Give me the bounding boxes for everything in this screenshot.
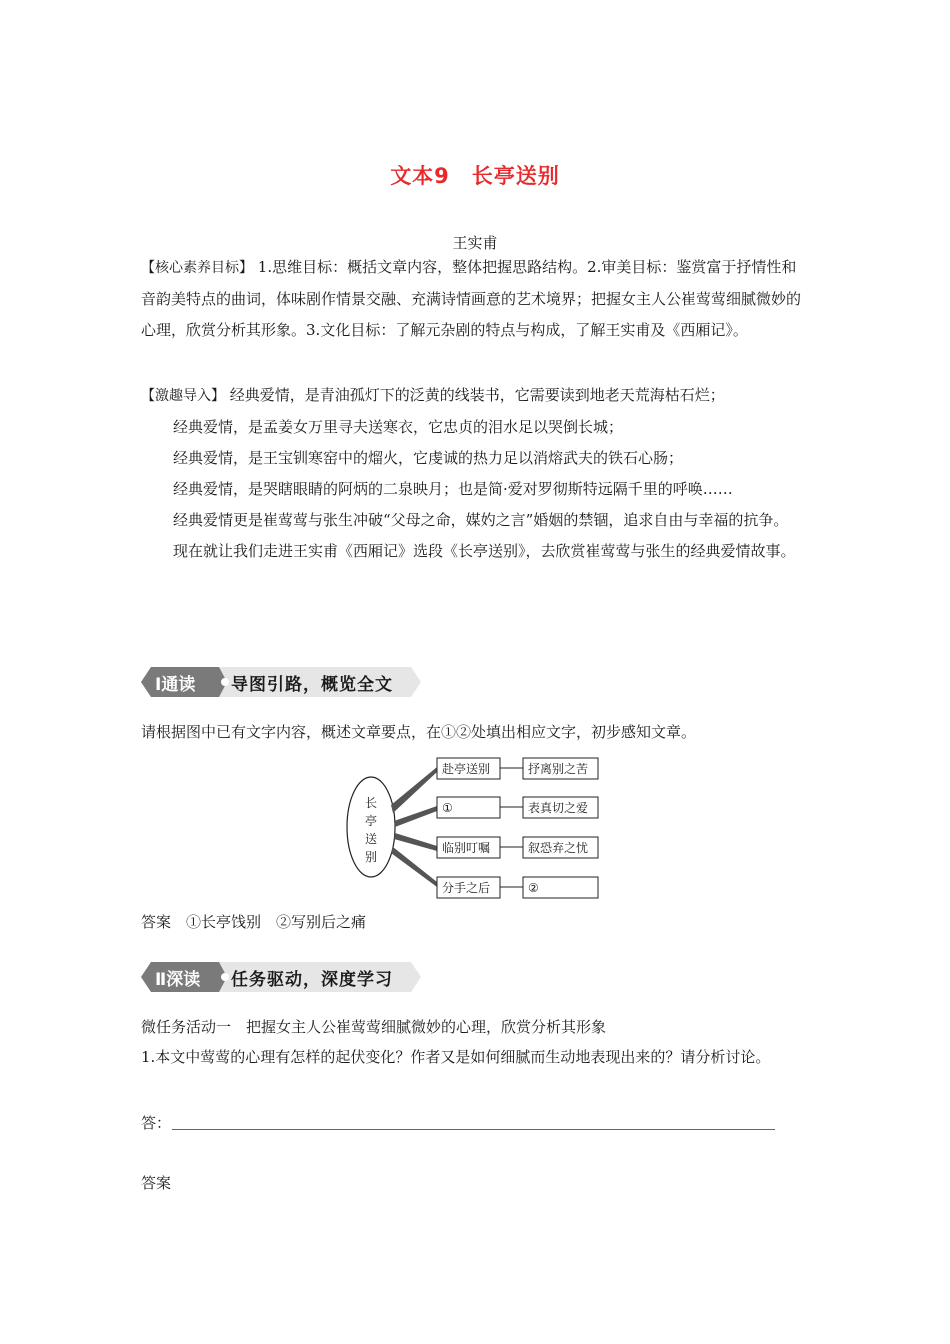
section1-banner bbox=[141, 665, 421, 699]
intro-line: 现在就让我们走进王实甫《西厢记》选段《长亭送别》，去欣赏崔莺莺与张生的经典爱情故事。 bbox=[173, 542, 796, 560]
right-box-text: 表真切之爱 bbox=[528, 801, 589, 815]
center-char: 亭 bbox=[365, 814, 378, 828]
section1-instruction: 请根据图中已有文字内容，概述文章要点，在①②处填出相应文字，初步感知文章。 bbox=[141, 723, 697, 741]
section2-num: Ⅱ深读 bbox=[155, 970, 201, 990]
section1-answer: 答案 ①长亭饯别 ②写别后之痛 bbox=[141, 913, 367, 931]
right-box-text: ② bbox=[528, 881, 539, 895]
question-1: 1.本文中莺莺的心理有怎样的起伏变化？作者又是如何细腻而生动地表现出来的？请分析讨论。 bbox=[141, 1048, 771, 1066]
right-box-text: 抒离别之苦 bbox=[528, 762, 589, 776]
right-box-text: 叙恐弃之忧 bbox=[528, 841, 589, 855]
page-title: 文本9 长亭送别 bbox=[390, 164, 560, 188]
section2-heading: 任务驱动，深度学习 bbox=[231, 970, 393, 990]
intro-tag: 【激趣导入】 bbox=[141, 388, 225, 404]
section1-heading: 导图引路，概览全文 bbox=[231, 675, 393, 695]
section2-banner bbox=[141, 960, 421, 994]
left-box-text: 分手之后 bbox=[442, 881, 491, 895]
intro bbox=[141, 380, 809, 567]
core-goals-tag: 【核心素养目标】 bbox=[141, 260, 253, 276]
core-goals bbox=[141, 252, 809, 346]
intro-line: 经典爱情，是哭瞎眼睛的阿炳的二泉映月；也是简·爱对罗彻斯特远隔千里的呼唤…… bbox=[173, 480, 733, 498]
core-goals-text: 1.思维目标：概括文章内容，整体把握思路结构。2.审美目标：鉴赏富于抒情性和音韵美特点的曲词，体味剧作情景交融、充满诗情画意的艺术境界；把握女主人公崔莺莺细腻微妙的心理，欣赏分析其形象。3.文化目标：了解元杂剧的特点与构成，了解王实甫及《西厢记》。 bbox=[141, 258, 802, 339]
intro-line: 经典爱情更是崔莺莺与张生冲破“父母之命，媒妁之言”婚姻的禁锢，追求自由与幸福的抗争。 bbox=[173, 511, 789, 529]
author: 王实甫 bbox=[452, 234, 498, 252]
left-box-text: 赴亭送别 bbox=[442, 762, 491, 776]
structure-diagram bbox=[345, 755, 605, 900]
center-char: 别 bbox=[365, 850, 378, 864]
center-char: 长 bbox=[365, 796, 378, 810]
intro-line: 经典爱情，是王宝钏寒窑中的熘火，它虔诚的热力足以消熔武夫的铁石心肠； bbox=[173, 449, 684, 467]
intro-line: 经典爱情，是孟姜女万里寻夫送寒衣，它忠贞的泪水足以哭倒长城； bbox=[173, 418, 624, 436]
left-box-text: 临别叮嘱 bbox=[442, 841, 491, 855]
center-char: 送 bbox=[365, 832, 378, 846]
section1-num: Ⅰ通读 bbox=[155, 675, 196, 695]
answer-prompt: 答： bbox=[141, 1114, 172, 1132]
answer-blank-line[interactable] bbox=[172, 1129, 775, 1130]
intro-first-line: 经典爱情，是青油孤灯下的泛黄的线装书，它需要读到地老天荒海枯石烂； bbox=[229, 386, 725, 404]
micro-task-title: 微任务活动一 把握女主人公崔莺莺细腻微妙的心理，欣赏分析其形象 bbox=[141, 1018, 607, 1036]
answer-label: 答案 bbox=[141, 1174, 172, 1192]
left-box-text: ① bbox=[442, 801, 453, 815]
